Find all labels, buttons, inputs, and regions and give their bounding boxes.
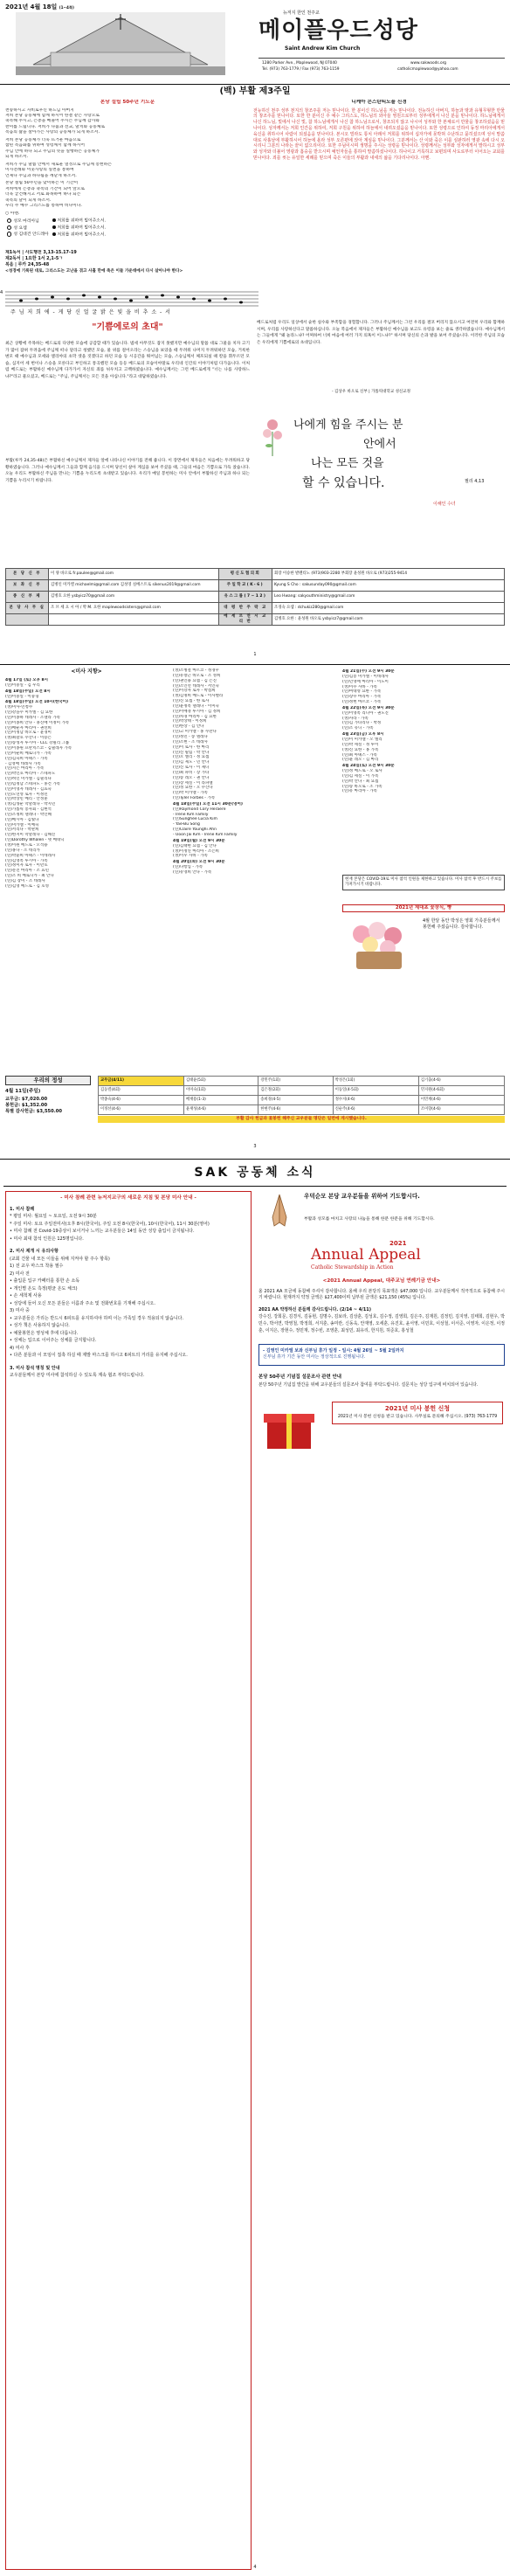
- guideline-item: * 평일 미사: 월요일 ~ 토요일, 오전 9시 30분: [10, 1214, 97, 1220]
- list-item: (연)메시아 - 김빛나: [5, 817, 39, 822]
- prayer-amen: ○ 아멘.: [5, 211, 20, 216]
- appeal-year: 2021: [389, 1240, 407, 1247]
- list-item: (연)이중일 - 김 우리: [5, 682, 40, 688]
- table-row: 본 당 사 무 실 조 브 세 요 시 아 / 박 M. 요한 maplewoodsisters@gmail.com 대 평 반 주 락 교 조경숙 요셉 : dchukiz280@gmail.com: [6, 603, 505, 614]
- creed-title: 니케아 콘스탄티노플 신경: [351, 100, 407, 105]
- list-item: (생)이수 사바 - 가족: [342, 684, 377, 689]
- gospel-antiphon: <성경에 기록된 대로, 그리스도는 고난을 겪고 사흘 만에 죽은 이들 가운데에서 다시 살아나야 한다>: [5, 269, 183, 274]
- altar-thanks: [342, 904, 505, 931]
- offering-line: 교무금: $7,020.00: [5, 1097, 48, 1103]
- survey-title: 본당 50주년 기념집 설문조사 관련 안내: [258, 1374, 341, 1380]
- list-item: (연)문진 마리아 - 소 효민: [5, 869, 49, 874]
- list-item: (연)최 아녜스 - 가족: [342, 752, 377, 758]
- altar-thanks-title: 2021년 제대초 꽃장식, 빵: [342, 904, 505, 912]
- offering-line: 특별 감사헌금: $3,550.00: [5, 1109, 62, 1115]
- list-item: 4월 22일(목) 오전 9시 30분: [342, 705, 395, 710]
- list-item: (생)이원 베드로 - 오석용: [5, 843, 48, 848]
- table-cell: 교무금(4/11): [99, 1077, 184, 1086]
- table-cell: 신순주(4-6): [333, 1105, 418, 1115]
- guideline-item: • 성가 책은 사용하지 않습니다.: [10, 1323, 70, 1329]
- guideline-item: 1) 전 교우 마스크 착용 필수: [10, 1264, 64, 1270]
- table-cell: 윤재성(4-6): [183, 1105, 258, 1115]
- prayer-line: 축복의 날이 되게 하소서.: [5, 197, 52, 203]
- creed-column: [253, 100, 505, 162]
- calligraphy-credit: 이해인 수녀: [433, 502, 456, 507]
- church-building-image: [16, 12, 225, 75]
- list-item: - Uoon Jai Kim - Irene Kim Family: [173, 833, 238, 837]
- list-item: (생)사라 - 가족: [342, 716, 369, 721]
- guideline-item: • 성체는 입으로 이어주는 성체를 금지합니다.: [10, 1338, 97, 1344]
- reflection-text-c: 부활(루카 24,35-48)은 부활하신 예수님께서 제자들 앞에 나타나신 이야기를 전해 줍니다. 이 장면에서 제자들은 처음에는 두려워하고 당황하였습니다. 그러나 예수님께서 그들과 함께 음식을 드시며 당신이 살아 계심을 보여 주셨을 때, 그들의 마음은 기쁨으로 가득 찼습니다. 오늘 우리도 부활하신 주님을 만나는 기쁨을 누리도록 초대받고 있습니다. 우리가 매일 봉헌하는 미사 안에서 부활하신 주님과 하나 되는 기쁨을 누리시기 바랍니다.: [5, 459, 250, 483]
- psalm-music-section: [0, 288, 510, 322]
- list-item: (생)김성순 막달레나 - 박지민: [5, 802, 56, 807]
- list-item: (연)Claire Younghi Ahn: [173, 828, 217, 833]
- list-item: (연)조정희 헬레나 - 박인혜: [5, 812, 52, 817]
- guideline-item: 교우분들께서 본당 미사에 참석하실 수 있도록 계속 협조 부탁드립니다.: [10, 1373, 145, 1379]
- list-item: (연)인영애 마리아 - 이도이: [342, 679, 389, 684]
- prayer-line: 축복해 주시고, 은총을 베풀어 주시는 주님께 감사와: [5, 119, 100, 124]
- prayer-request-title: 우덕순모 본당 교우분들을 위하여 기도합시다.: [304, 1193, 420, 1200]
- table-cell: 정수지(4-6): [333, 1096, 418, 1105]
- list-item: (연)조 희 베로니카 - 최 안나: [5, 874, 54, 879]
- mass-intentions-title: <미사 지향>: [71, 668, 102, 675]
- list-item: (연)최 파비 - 장 가타: [173, 770, 210, 775]
- list-item: (연)박인호 마리아 - 스테파노: [5, 772, 56, 777]
- list-item: (연)송성자 루시아 - CLC 강필리 그룹: [5, 741, 70, 746]
- mass-column-3: [342, 668, 505, 794]
- guideline-item: 3. 미사 참석 명칭 및 안내: [10, 1365, 60, 1371]
- list-item: (연)배순자 마리아 - 권선희: [5, 725, 52, 731]
- list-item: (연)윤 레오 - 김 마리: [342, 758, 379, 763]
- list-item: (연)김봉 미카엘 - 이데레사: [342, 674, 389, 679]
- list-item: (연)여대영 요한 - 가족: [342, 689, 382, 695]
- vacation-notice-text: 신부님 휴가 기간 동안 미사는 정상적으로 진행됩니다.: [263, 1354, 366, 1361]
- table-cell: 이정선(4-6): [99, 1105, 184, 1115]
- list-item: 4월 17일 (토) 오후 8시: [5, 678, 48, 682]
- list-item: (연)이영옥 리디아 - 권노진: [342, 710, 389, 716]
- prayer-line: 천송하시고 자비로우신 하느님 아버지: [5, 107, 74, 113]
- guideline-item: • 다른 분들과 이 모임이 접촉 하실 때 제발 마스크를 하시고 6피트의 거리를 유지해 주십시오.: [10, 1353, 188, 1359]
- church-name: 메이플우드성당: [258, 17, 418, 44]
- staff-info-section: [0, 568, 510, 661]
- mass-column-1: [5, 677, 168, 890]
- calligraphy-line1: 나에게 힘을 주시는 분: [293, 419, 403, 432]
- header-divider: [258, 58, 505, 59]
- prayer-line: 미사전례와 이웃사랑의 실천을 통하여: [5, 168, 74, 173]
- list-item: - Irene Kim Family: [173, 812, 209, 817]
- mass-column-2: [173, 668, 335, 876]
- news-right-column: [258, 1191, 505, 1454]
- prayer-body: [5, 108, 250, 217]
- guideline-item: (교회 건물 내 모든 이들을 위해 지켜야 할 주수 항목): [10, 1256, 110, 1262]
- praying-hands-icon: [262, 1191, 297, 1229]
- list-item: (연)박상태 - 이정희: [173, 719, 207, 724]
- list-item: (연)조인선 데레사 - 서인숙: [173, 683, 219, 689]
- list-item: (연)신 요셉 - 한 로사: [173, 699, 210, 704]
- list-item: (연)이종원 프란치스코 - 김필레자 가족: [5, 745, 72, 751]
- list-item: (연)미카엘 - 이예숙: [5, 822, 39, 828]
- list-item: (연)박 미카엘 - 가족: [173, 791, 208, 796]
- list-item: (연)김 장미 - 조 데레사: [5, 878, 45, 883]
- table-cell: 배재용(1-3): [183, 1096, 258, 1105]
- list-item: (연)이정남 바오로 - 윤경미: [5, 731, 52, 736]
- guideline-item: * 주일 미사: 토요 주일전미사(오후 8시(한국어), 주일 오전 8시(한국어), 10시(한국어), 11시 30분(영어): [10, 1221, 210, 1227]
- appeal-subtitle: Catholic Stewardship in Action: [311, 1264, 394, 1271]
- guideline-item: 3) 미사 중: [10, 1308, 30, 1314]
- table-row: 보 좌 신 부 김병인 미카엘 michaelmi@gmail.com 김성영 실베스트로 sikenus2019@gmail.com 주일학교(K-6) Kyung S Cho : sakusunday090@gmail.com: [6, 580, 505, 592]
- appeal-heading: <2021 Annual Appeal, 대주교님 연례기금 안내>: [322, 1278, 441, 1284]
- church-subtitle: 뉴저지 한인 천주교: [283, 10, 320, 16]
- table-cell: 김태윤(5회): [183, 1077, 258, 1086]
- list-item: (연)Dorothy Whalen - 넷 베네딕: [5, 838, 65, 843]
- mass-offering-title: 2021년 미사 봉헌 신청: [384, 1404, 451, 1412]
- list-item: 4월 19일(월) 오전 9시 30분: [173, 838, 225, 843]
- list-item: 4월 24일(토) 오전 9시 30분: [342, 764, 395, 769]
- list-item: 4월 18일(주일) 오전 11시 30분(영어): [173, 801, 243, 807]
- list-item: (연)조현 - 조 데레사: [173, 739, 208, 744]
- list-item: (연)정현 마르코 - 가족: [342, 700, 382, 705]
- list-item: (연)장수 마리아 - 가족: [342, 695, 382, 700]
- table-cell: 박성은(1회): [333, 1077, 418, 1086]
- list-item: (연)정민 - 송 헬레나: [173, 734, 208, 739]
- prayer-request: [258, 1191, 505, 1233]
- list-item: (연)조 유니 - 가족: [342, 726, 374, 731]
- gift-box-image: [258, 1405, 320, 1451]
- list-item: (연)박 안나 - 최 요셉: [342, 779, 379, 784]
- reflection-section: [0, 320, 510, 566]
- reflection-text-a: 최근 상황에 주목하는 베드로의 다양한 모습에 공감할 때가 있습니다. 범세 아무것도 잡지 못했지만 예수님의 말씀 대로 그물을 치자 고기가 많이 잡혀 두려움에 주님께 떠나 달라고 청했던 모습, 물 위를 걸어오라는 스승님을 보았을 때 두려워 나머지 두려워하던 모습, 거룩한 변모 때 예수님과 모세와 엘리야의 초막 셋을 짓겠다고 하던 모습 등 시공간을 뛰어넘는 모습, 스승님께서 체포되실 때 칼을 휘두르던 모습, 심지어 세 번이나 스승을 모른다고 부인하고 통곡했던 모습 등등 베드로의 모습이야말로 우리네 인간의 이야기처럼 다가옵니다. 이처럼 베드로는 부활하신 예수님께 다가가서 자신의 죄를 뉘우치고 고백하였습니다. 예수님께서는 그런 베드로에게 "너는 나를 사랑하느냐?"라고 물으셨고, 베드로는 "주님, 주님께서는 모든 것을 아십니다."라고 대답하였습니다.: [5, 342, 250, 380]
- guideline-item: • 손 세척제 사용: [10, 1293, 42, 1299]
- list-item: 4월 18일(주일) 오전 8시: [5, 689, 51, 694]
- flower-basket-image: [344, 917, 414, 971]
- list-item: (연)노연영 로사 - 이정민: [5, 792, 48, 797]
- reading-1: 제1독서 | 사도행전 3,13-15.17-19: [5, 250, 77, 255]
- music-staff-image: [5, 288, 258, 309]
- guideline-item: 2) 미사 전: [10, 1271, 30, 1277]
- reflection-text-b: 베드로처럼 우리도 일상에서 숱한 실수와 부족함을 경험합니다. 그러나 주님께서는 그런 우리를 결코 버리지 않으시고 여전히 우리와 함께하시며, 우리를 사랑하신다고 말씀하십니다. 오늘 복음에서 제자들은 부활하신 예수님을 보고도 유령을 보는 줄로 생각하였습니다. 예수님께서는 그들에게 "왜 놀라느냐? 어찌하여 너희 마음에 여러 가지 의혹이 이느냐?" 하시며 당신의 손과 발을 보여 주셨습니다. 이러한 주님의 모습은 우리에게 기쁨에로의 초대입니다.: [257, 321, 505, 345]
- church-web[interactable]: www.sakwoods.org: [410, 61, 447, 66]
- list-item: (연)한지미 막달레나 - 김해진: [5, 833, 56, 838]
- list-item: (연)김영옥 루시아 - 가족: [5, 858, 48, 863]
- creed-text: 전능하신 천주 성부 천지의 창조주를 저는 믿나이다. 한 분이신 하느님을 저는 믿나이다. 전능하신 아버지, 하늘과 땅과 유형무형한 만물의 창조주를 믿나이다. 또한 한 분이신 주 예수 그리스도, 하느님의 외아들 영원으로부터 성부에게서 나신 분을 믿나이다. 하느님에게서 나신 하느님, 빛에서 나신 빛, 참 하느님에게서 나신 참 하느님으로서, 창조되지 않고 나시어 성부와 한 본체로서 만물을 창조하셨음을 믿나이다. 성자께서는 저희 인간을 위하여, 저희 구원을 위하여 하늘에서 내려오셨음을 믿나이다. 또한 성령으로 인하여 동정 마리아에게서 육신을 취하시어 사람이 되셨음을 믿나이다. 본시오 빌라도 통치 아래서 저희를 위하여 십자가에 못박혀 수난하고 묻히셨으며 성서 말씀대로 사흘날에 부활하시어 하늘에 올라 성부 오른편에 앉아 계심을 믿나이다. 그분께서는 산 이와 죽은 이를 심판하러 영광 속에 다시 오시리니 그분의 나라는 끝이 없으리이다. 또한 주님이시며 생명을 주시는 성령을 믿나이다. 성령께서는 성부와 성자에게서 발하시고 성부와 성자와 더불어 영광과 흠숭을 받으시며 예언자들을 통하여 말씀하셨나이다. 하나이고 거룩하고 보편되며 사도로부터 이어오는 교회를 믿나이다. 죄를 씻는 유일한 세례를 믿으며 죽은 이들의 부활과 내세의 삶을 기다리나이다. 아멘.: [253, 107, 505, 161]
- list-item: 4월 21일(수) 오전 9시 30분: [342, 669, 395, 674]
- list-item: - 김영애 데레사 가족: [5, 761, 41, 766]
- title-rule: [0, 84, 510, 85]
- list-item: (연)지은 마리아 - 가족: [5, 766, 45, 772]
- list-item: (연)Tyler Forbes - 가족: [173, 796, 216, 801]
- prayer-line: 더욱 굳건해지고 서로 화목하여 하나 되는: [5, 192, 81, 197]
- list-item: (연)박윤희 아녜스 - 이데레사: [5, 853, 56, 858]
- prayer-line: 본당 설립 50주년을 맞이하는 이 기간이: [5, 181, 79, 186]
- table-cell: 김은정(2회): [258, 1086, 333, 1096]
- offering-line: 봉헌금: $1,352.00: [5, 1103, 48, 1109]
- list-item: 4월 20일(화) 오전 9시 30분: [173, 860, 225, 865]
- list-item: (연)김숙희 아녜스 - 가족: [5, 756, 48, 761]
- title-rule: [3, 1186, 507, 1187]
- table-cell: 김기출(4-6): [418, 1077, 504, 1086]
- church-address: 1280 Parker Ave., Maplewood, NJ 07040: [262, 61, 337, 66]
- list-item: (연)Sunghee Lucia Kim: [173, 817, 217, 822]
- list-item: (생)이정연 마리아 - 조은희: [173, 848, 219, 854]
- list-item: - Yae-Bu Song: [173, 822, 200, 828]
- reading-gospel: 복음 | 루카 24,35-48: [5, 262, 50, 267]
- list-item: (연)차경 마리아 - 김 요한: [173, 714, 217, 719]
- guideline-title: - 미사 참례 관련 뉴저지교구의 새로운 지침 및 본당 미사 안내 -: [60, 1195, 196, 1201]
- page-number: 4: [253, 2565, 257, 2570]
- appeal-text: 올 2021 AA 모금에 동참해 주셔서 감사합니다. 올해 우리 본당의 목표액은 $47,000 입니다. 교우분들께서 적극적으로 동참해 주시기 바랍니다. 현재까지 약정 금액은 $27,400이며 납부된 금액은 $21,150 (45%) 입니다.: [258, 1288, 505, 1301]
- list-item: (연)송 레오 - 권 안나: [173, 775, 210, 780]
- list-item: (연)가톨릭 봉사회 - 김현석: [5, 807, 52, 813]
- table-cell: 강민주(1회): [258, 1077, 333, 1086]
- vacation-notice: [258, 1344, 505, 1366]
- prayer-line: 저희에게 은총과 축복의 기간이 되어 앞으로: [5, 186, 86, 191]
- table-row: [99, 1105, 505, 1115]
- list-item: (연)김 가타리나 - 박정: [342, 721, 382, 726]
- mass-guideline-box: [5, 1191, 252, 2570]
- list-item: (연)오 엘리 - 정 요셉: [173, 755, 210, 760]
- list-item: (연)Raymond Cory Heraere: [173, 807, 226, 812]
- list-item: (연)박상민 메리 - 안성훈: [5, 797, 48, 802]
- list-item: (연)임정남 스테파노 - 홍건 가족: [5, 781, 61, 786]
- list-item: (생)미사-민청수: [5, 705, 33, 710]
- table-cell: 이민재(4-6): [418, 1096, 504, 1105]
- list-item: (연)유영희 안나 - 가족: [173, 869, 212, 875]
- list-item: (연)신 로사 - 이 제니: [173, 765, 210, 771]
- mass-offering-text: 2021년 미사 봉헌 신청을 받고 있습니다. 사무실로 문의해 주십시오. (973) 763-1779: [337, 1415, 498, 1420]
- offering-table: [98, 1076, 505, 1115]
- community-news-page: [0, 1159, 510, 2576]
- liturgical-title: (백) 부활 제3주일: [219, 87, 291, 96]
- list-item: (연)정 베드로 - 오 로사: [342, 769, 382, 774]
- table-cell: 이미숙(1회): [183, 1086, 258, 1096]
- list-item: (생)이우 사바 - 가족: [173, 854, 208, 859]
- music-number: 4: [0, 290, 3, 295]
- reading-2: 제2독서 | 1요한 1서 2,1-5ㄱ: [5, 256, 63, 261]
- anniversary-prayer: [5, 100, 250, 239]
- guideline-item: 4) 미사 후: [10, 1345, 30, 1351]
- mass-intentions-page: [0, 664, 510, 1154]
- list-item: (연)이영자 데레사 - 김효숙: [5, 786, 52, 792]
- guideline-list: [10, 1206, 247, 1380]
- list-item: (연)김 제노 - 민 안나: [173, 760, 210, 765]
- list-item: (연)서리나 - 박관희: [5, 828, 39, 833]
- offering-summary: [5, 1076, 91, 1144]
- calligraphy-line3: 나는 모든 것을: [311, 457, 384, 470]
- community-news-title: SAK 공동체 소식: [194, 1166, 316, 1180]
- table-cell: 김동렬(4회): [99, 1086, 184, 1096]
- readings-section: [0, 250, 510, 287]
- staff-info-table: [5, 568, 505, 626]
- prayer-line: 참된 복음화를 위하여 성령께서 함께 하시어: [5, 143, 86, 149]
- calligraphy-line2: 안에서: [363, 438, 396, 451]
- list-item: (연)한상 - 김 안나: [173, 724, 204, 730]
- prayer-line: 찬미를 드립니다. 저희가 나눔과 선교, 말치와 공동체로: [5, 124, 106, 129]
- table-row: 본 당 신 부 이 양 바오로 fr.paulee@gmail.com 평신도협의회 회장 이승한 발렌티노 (973)903-2280 부회장 윤성원 바오로 (973)255-9414: [6, 569, 505, 580]
- prayer-line: 저희 본당 공동체에 함께 하시어 한결 같은 사랑으로: [5, 114, 100, 119]
- notice-box: 현재 본당은 COVID-19로 미사 참석 인원을 제한하고 있습니다. 미사 참석 후 반드시 주보를 가져가시기 바랍니다.: [342, 875, 505, 890]
- appeal-donors: 강수진, 강희문, 김경식, 김동현, 김명수, 김보라, 김상훈, 김성호, 김수정, 김영희, 김은주, 김재원, 김정민, 김지영, 김태희, 김현우, 박민수, 박서연, 박영철, 박정희, 서지훈, 송미란, 신동욱, 안재영, 오세훈, 유진호, 윤서영, 이민호, 이상철, 이서준, 이영자, 이은정, 이정훈, 이지은, 장현수, 정민재, 정수빈, 조영훈, 최성민, 최유리, 한지원, 허준호, 홍성철: [258, 1314, 505, 1334]
- table-cell: 이동일(4-5회): [333, 1086, 418, 1096]
- guideline-item: • 성당에 들어 오신 모든 분들은 이름과 주소 및 전화번호를 기재해 주십시오.: [10, 1300, 155, 1306]
- calligraphy-artwork: [258, 405, 503, 537]
- page-number: 1: [253, 652, 257, 657]
- offering-date: 4월 11일(주일): [5, 1088, 41, 1094]
- page-number: 3: [253, 1144, 257, 1149]
- list-item: (연)이종하 데레사 - 조헬라 가족: [5, 715, 61, 720]
- prayer-line: 되게 하소서.: [5, 155, 29, 160]
- list-item: (연)김영 베드로 - 김 호영: [5, 883, 49, 889]
- guideline-item: • 개인별 온도 측정(평균 온도 체크): [10, 1285, 78, 1291]
- intercession-table: 성모 마리아님 저희를 위하여 빌어주소서. 성 요셉 저희를 위하여 빌어주소서. 성 김대건 안드레아 저희를 위하여 빌어주소서.: [5, 218, 107, 239]
- reflection-title: "기쁨에로의 초대": [92, 322, 163, 332]
- table-cell: 조미향(4-6): [418, 1105, 504, 1115]
- list-item: (연)김태현 요셉 - 김 안나: [173, 843, 217, 848]
- list-item: (생)조병철 마르코 - 정경우: [173, 668, 219, 673]
- church-english-name: Saint Andrew Kim Church: [285, 45, 361, 52]
- calligraphy-ref: 필리 4,13: [465, 479, 485, 484]
- table-cell: 박종숙(4-6): [99, 1096, 184, 1105]
- reflection-signature: - 김상우 바오로 신부 | 가톨릭대학교 성신교정: [332, 390, 410, 394]
- list-item: (연)이순희 베로니카 - 가족: [5, 751, 52, 756]
- guideline-item: 2. 미사 제개 시 유의사항: [10, 1249, 59, 1255]
- prayer-line: 주님 안에 하나 되고 주님의 뜻을 실행하는 공동체가: [5, 149, 100, 154]
- list-item: (연)박 세실 - 정 루이: [342, 742, 379, 747]
- masthead: [0, 0, 510, 98]
- altar-thanks-text: 4월 한달 동안 박성은 영회 가족분들께서 봉헌해 주셨습니다. 감사합니다.: [423, 918, 500, 931]
- list-item: (연)김 세실 - 이 가족: [342, 773, 379, 779]
- list-item: (연)강을수 미카엘 - 김 요한: [5, 710, 53, 716]
- list-item: (연)유 마리아 - 가족: [342, 789, 377, 794]
- list-item: (연)이중일 - 이중형: [5, 694, 39, 699]
- table-row: [99, 1086, 505, 1096]
- list-item: (연)성 요한 - 오 수산나: [173, 786, 213, 791]
- list-item: (생)김명희 베드로 - 이사벨라: [173, 694, 224, 699]
- mass-offering-box: [332, 1402, 503, 1424]
- appeal-title: Annual Appeal: [311, 1246, 421, 1264]
- mass-offering-banner: [258, 1402, 505, 1454]
- vacation-notice-title: - 김영인 미카엘 보좌 신부님 휴가 일정 - 일시: 4월 26일 ~ 5월 2일까지: [263, 1347, 404, 1354]
- table-row: [99, 1077, 505, 1086]
- survey-text: 본당 50주년 기념집 발간을 위해 교우분들의 설문조사 참여를 부탁드립니다. 설문지는 성당 입구에 비치되어 있습니다.: [258, 1382, 479, 1388]
- guideline-item: • 미사 참례 전 Covid-19증상이 보이거나 느끼는 교우분들은 14일 동안 성당 출입이 금지됩니다.: [10, 1229, 195, 1235]
- list-item: (연)장 세실 - 이 라파엘: [173, 780, 213, 786]
- list-item: (연)나항심 - 가족: [173, 865, 203, 870]
- table-row: 에 세 르 연 시 교 리 반 김병호 요한 : 윤성원 바오로 ysbyicz7@gmail.com: [6, 614, 505, 626]
- table-row: [99, 1096, 505, 1105]
- table-cell: 민지원(4-6회): [418, 1086, 504, 1096]
- list-item: (연)송 바오로 - 조 가족: [342, 784, 382, 789]
- prayer-line: 복음의 삶을 살아가는 사랑의 공동체가 되게 하소서.: [5, 130, 100, 135]
- prayer-line: 저희가 주님 말씀 안에서 새로운 열정으로 주님께 봉헌하는: [5, 162, 112, 167]
- prayer-line: 우리 주 예수 그리스도를 통하여 비나이다.: [5, 204, 82, 209]
- church-phone: Tel. (973) 763-1779 / Fax (973) 763-1159: [262, 67, 340, 72]
- church-email[interactable]: catholicmaplewood@yahoo.com: [397, 67, 458, 72]
- table-cell: 송희경(4-5): [258, 1096, 333, 1105]
- list-item: (연)고 미카엘 - 홍 수잔나: [173, 730, 217, 735]
- guideline-item: • 출입문 입구 카페터를 통한 손 소독: [10, 1278, 80, 1285]
- prayer-request-text: 부활과 성모를 마치고 사랑의 나눔을 통해 한분 한분을 위해 기도합시다.: [304, 1217, 435, 1222]
- flower-icon: [260, 414, 286, 458]
- offering-title: 우리의 정성: [5, 1076, 91, 1085]
- list-item: (생)신 요한 - 홍 가족: [342, 747, 379, 752]
- list-item: 4월 18일(주일) 오전 10시(한국어): [5, 700, 69, 705]
- list-item: (연)유창근 바오로 - 조 성희: [173, 673, 221, 678]
- calligraphy-line4: 할 수 있습니다.: [302, 476, 385, 490]
- table-row: 종 신 부 제 김병호 요한 ysbyicz70@gmail.com 유스그룹(7~12) Leo Hwang: sakyouthministry@gmail.com: [6, 592, 505, 603]
- guideline-item: • 교우분들은 가리는 반드시 6피트를 유지하셔야 하며 이는 가족일 경우 적용되지 않습니다.: [10, 1315, 184, 1321]
- list-item: (연)이 미카엘 - 오 엘리: [342, 737, 382, 742]
- table-cell: 한현주(4-6): [258, 1105, 333, 1115]
- prayer-creed-section: [0, 100, 510, 248]
- list-item: (연)이종희 안나 - 홍신애 이정미 가족: [5, 720, 70, 725]
- list-item: (생)최갈호 수산나 - 이승은: [5, 736, 52, 741]
- prayer-title: 본당 설립 50주년 기도문: [100, 100, 155, 105]
- list-item: (연)정미자 로사 - 이만호: [5, 863, 48, 869]
- annual-appeal-logo: [258, 1240, 505, 1275]
- offering-note: 부활 감사 헌금과 꽃봉헌 해주신 교우분들 명단은 일련에 게시했습니다.: [98, 1116, 505, 1123]
- list-item: (연)신 필립 - 박 안나: [173, 750, 210, 755]
- list-item: 4월 23일(금) 오후 8시: [342, 732, 384, 737]
- list-item: (연)허인 미카엘 - 김필리다: [5, 777, 52, 782]
- list-item: (연)이애경 루시아 - 김 정희: [173, 709, 221, 714]
- list-item: (연)홍나 - 소 데리카: [5, 848, 40, 853]
- music-lyric: 주 님 저 희 에 - 게 당 신 얼 굴 밝 은 빛 을 비 추 소 - 서: [10, 309, 171, 315]
- appeal-thanks: 2021 AA 약정하신 분들께 감사드립니다. (2/14 ~ 4/11): [258, 1306, 371, 1312]
- list-item: (연)권인용 요셉 - 김 은진: [173, 678, 217, 683]
- guideline-item: • 예물봉헌은 영성체 후에 다릅니다.: [10, 1330, 79, 1336]
- list-item: (연)윤정옥 헬레나 - 이미숙: [173, 703, 219, 709]
- guideline-item: 1. 미사 참례: [10, 1206, 35, 1212]
- guideline-item: • 미사 최대 참석 인원은 125명입니다.: [10, 1236, 84, 1242]
- prayer-line: 저희 본당 공동체가 더욱 뜨거운 마음으로: [5, 137, 81, 142]
- list-item: (연)이 로사 - 한 마리: [173, 744, 210, 750]
- issue-date: 2021년 4월 18일 (1~4쪽): [5, 3, 74, 10]
- list-item: (연)이강자 로사 - 박점희: [173, 689, 216, 694]
- prayer-line: 언제나 주님과 하나됨을 깨닫게 하소서.: [5, 173, 77, 178]
